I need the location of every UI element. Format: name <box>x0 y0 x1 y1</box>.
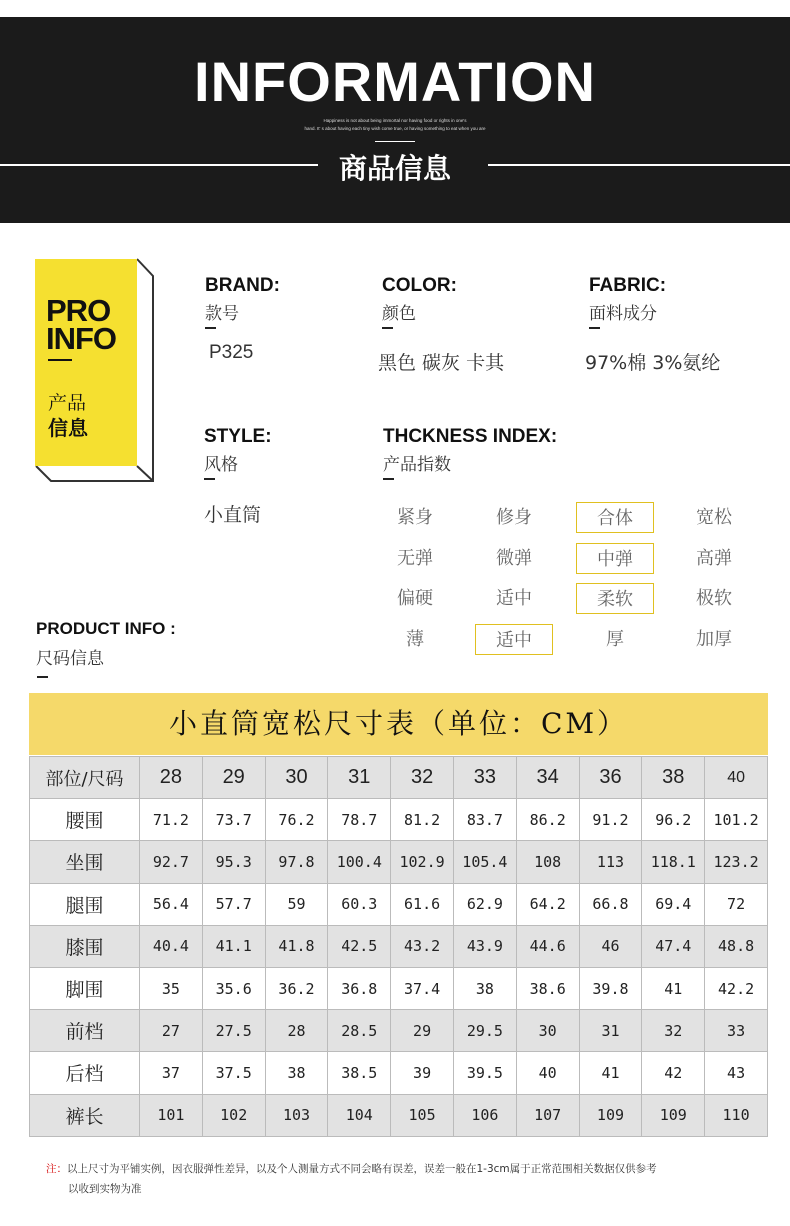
thickness-option: 修身 <box>496 507 532 528</box>
table-cell: 109 <box>579 1094 642 1136</box>
table-cell: 47.4 <box>642 925 705 967</box>
table-cell: 73.7 <box>202 799 265 841</box>
table-cell: 72 <box>705 883 768 925</box>
table-cell: 102.9 <box>391 841 454 883</box>
thickness-sub: 产品指数 <box>383 455 451 475</box>
table-cell: 103 <box>265 1094 328 1136</box>
row-label-cell: 脚围 <box>30 967 140 1009</box>
row-label-cell: 前档 <box>30 1010 140 1052</box>
table-cell: 38 <box>453 967 516 1009</box>
table-cell: 105 <box>391 1094 454 1136</box>
thickness-option: 适中 <box>496 588 532 609</box>
table-cell: 38.5 <box>328 1052 391 1094</box>
table-cell: 42.5 <box>328 925 391 967</box>
color-label: COLOR: <box>382 275 457 296</box>
table-cell: 108 <box>516 841 579 883</box>
thickness-option: 宽松 <box>696 507 732 528</box>
table-cell: 106 <box>453 1094 516 1136</box>
table-cell: 35 <box>140 967 203 1009</box>
size-header-cell: 29 <box>202 757 265 799</box>
header-tagline-2: hand. It' s about having each tiny wish come true, or having something to eat when you are <box>304 126 486 131</box>
row-label-cell: 腰围 <box>30 799 140 841</box>
header-short-divider <box>375 141 415 142</box>
brand-sub: 款号 <box>205 304 239 324</box>
size-note <box>46 1161 657 1176</box>
note-prefix: 注： <box>46 1163 67 1175</box>
fabric-sub: 面料成分 <box>589 304 657 324</box>
table-cell: 38 <box>265 1052 328 1094</box>
table-cell: 29 <box>391 1010 454 1052</box>
style-label: STYLE: <box>204 426 272 447</box>
table-cell: 66.8 <box>579 883 642 925</box>
table-cell: 43.9 <box>453 925 516 967</box>
table-row <box>30 925 768 967</box>
color-sub: 颜色 <box>382 304 416 324</box>
table-cell: 37 <box>140 1052 203 1094</box>
table-cell: 86.2 <box>516 799 579 841</box>
table-cell: 28.5 <box>328 1010 391 1052</box>
table-header-row <box>30 757 768 799</box>
thickness-option: 偏硬 <box>397 588 433 609</box>
table-cell: 28 <box>265 1010 328 1052</box>
table-cell: 101 <box>140 1094 203 1136</box>
table-cell: 76.2 <box>265 799 328 841</box>
thickness-option: 微弹 <box>496 548 532 569</box>
table-cell: 118.1 <box>642 841 705 883</box>
table-cell: 41 <box>642 967 705 1009</box>
table-cell: 36.8 <box>328 967 391 1009</box>
thickness-option: 适中 <box>475 624 553 655</box>
style-value: 小直筒 <box>204 504 262 526</box>
table-cell: 44.6 <box>516 925 579 967</box>
table-cell: 57.7 <box>202 883 265 925</box>
table-row <box>30 1052 768 1094</box>
table-row <box>30 841 768 883</box>
size-header-cell: 28 <box>140 757 203 799</box>
style-sub: 风格 <box>204 455 238 475</box>
size-header-cell: 31 <box>328 757 391 799</box>
row-label-cell: 裤长 <box>30 1094 140 1136</box>
table-cell: 40 <box>516 1052 579 1094</box>
table-cell: 61.6 <box>391 883 454 925</box>
table-cell: 42.2 <box>705 967 768 1009</box>
table-cell: 27.5 <box>202 1010 265 1052</box>
table-cell: 43.2 <box>391 925 454 967</box>
size-header-cell: 38 <box>642 757 705 799</box>
table-cell: 35.6 <box>202 967 265 1009</box>
table-cell: 113 <box>579 841 642 883</box>
table-cell: 110 <box>705 1094 768 1136</box>
note-line2: 以收到实物为准 <box>68 1183 142 1195</box>
thickness-option: 厚 <box>606 629 624 650</box>
size-header-cell: 40 <box>705 757 768 799</box>
header-title: INFORMATION <box>194 50 596 113</box>
table-cell: 38.6 <box>516 967 579 1009</box>
size-header-cell: 34 <box>516 757 579 799</box>
thickness-option: 无弹 <box>397 548 433 569</box>
table-cell: 102 <box>202 1094 265 1136</box>
table-cell: 36.2 <box>265 967 328 1009</box>
table-cell: 27 <box>140 1010 203 1052</box>
table-cell: 48.8 <box>705 925 768 967</box>
table-cell: 101.2 <box>705 799 768 841</box>
thickness-option: 柔软 <box>576 583 654 614</box>
fabric-value: 97%棉 3%氨纶 <box>585 352 721 374</box>
table-cell: 107 <box>516 1094 579 1136</box>
table-cell: 95.3 <box>202 841 265 883</box>
pro-info-cn2: 信息 <box>48 416 88 440</box>
pro-info-cn1: 产品 <box>48 392 87 414</box>
pro-info-heading <box>46 293 117 356</box>
header-banner <box>0 17 790 223</box>
table-cell: 33 <box>705 1010 768 1052</box>
table-cell: 81.2 <box>391 799 454 841</box>
table-cell: 96.2 <box>642 799 705 841</box>
table-cell: 39.8 <box>579 967 642 1009</box>
table-cell: 29.5 <box>453 1010 516 1052</box>
table-row <box>30 1010 768 1052</box>
table-cell: 31 <box>579 1010 642 1052</box>
table-cell: 78.7 <box>328 799 391 841</box>
note-line1: 以上尺寸为平铺实例，因衣服弹性差异，以及个人测量方式不同会略有误差，误差一般在1-3cm属于正常范围相关数据仅供参考 <box>67 1163 657 1175</box>
thickness-option: 中弹 <box>576 543 654 574</box>
table-cell: 69.4 <box>642 883 705 925</box>
thickness-option: 紧身 <box>397 507 433 528</box>
fabric-dash <box>589 327 600 329</box>
fabric-label: FABRIC: <box>589 275 667 296</box>
pro-info-bar <box>48 359 72 361</box>
table-cell: 92.7 <box>140 841 203 883</box>
table-cell: 123.2 <box>705 841 768 883</box>
table-cell: 100.4 <box>328 841 391 883</box>
pro-info-card <box>35 259 137 466</box>
table-cell: 64.2 <box>516 883 579 925</box>
table-corner-cell: 部位/尺码 <box>30 757 140 799</box>
table-cell: 43 <box>705 1052 768 1094</box>
table-cell: 109 <box>642 1094 705 1136</box>
table-cell: 62.9 <box>453 883 516 925</box>
brand-label: BRAND: <box>205 275 280 296</box>
size-table-title: 小直筒宽松尺寸表（单位：CM） <box>29 693 768 755</box>
pro-info-line2: INFO <box>46 321 117 356</box>
table-cell: 56.4 <box>140 883 203 925</box>
table-cell: 60.3 <box>328 883 391 925</box>
table-row <box>30 967 768 1009</box>
table-cell: 59 <box>265 883 328 925</box>
table-cell: 40.4 <box>140 925 203 967</box>
size-header-cell: 30 <box>265 757 328 799</box>
thickness-dash <box>383 478 394 480</box>
table-cell: 41.1 <box>202 925 265 967</box>
table-cell: 91.2 <box>579 799 642 841</box>
product-info-label: PRODUCT INFO : <box>36 619 176 638</box>
size-table <box>29 756 768 1137</box>
table-cell: 97.8 <box>265 841 328 883</box>
table-cell: 46 <box>579 925 642 967</box>
header-subtitle: 商品信息 <box>338 152 451 185</box>
row-label-cell: 后档 <box>30 1052 140 1094</box>
thickness-label: THCKNESS INDEX: <box>383 426 558 447</box>
table-cell: 30 <box>516 1010 579 1052</box>
table-cell: 39.5 <box>453 1052 516 1094</box>
size-header-cell: 36 <box>579 757 642 799</box>
table-cell: 105.4 <box>453 841 516 883</box>
pro-info-line1: PRO <box>46 293 111 328</box>
table-cell: 42 <box>642 1052 705 1094</box>
table-row <box>30 883 768 925</box>
table-cell: 41.8 <box>265 925 328 967</box>
style-dash <box>204 478 215 480</box>
product-info-dash <box>37 676 48 678</box>
size-header-cell: 32 <box>391 757 454 799</box>
color-value: 黑色 碳灰 卡其 <box>378 352 505 374</box>
header-tagline-1: Happiness is not about being immortal nor having food or rights in one's <box>323 118 467 123</box>
thickness-option: 极软 <box>696 588 732 609</box>
row-label-cell: 膝围 <box>30 925 140 967</box>
thickness-option: 合体 <box>576 502 654 533</box>
row-label-cell: 腿围 <box>30 883 140 925</box>
table-cell: 37.4 <box>391 967 454 1009</box>
table-cell: 39 <box>391 1052 454 1094</box>
thickness-option: 薄 <box>406 629 424 650</box>
color-dash <box>382 327 393 329</box>
table-cell: 41 <box>579 1052 642 1094</box>
brand-dash <box>205 327 216 329</box>
table-cell: 104 <box>328 1094 391 1136</box>
thickness-option: 高弹 <box>696 548 732 569</box>
table-row <box>30 1094 768 1136</box>
table-cell: 37.5 <box>202 1052 265 1094</box>
size-header-cell: 33 <box>453 757 516 799</box>
brand-value: P325 <box>209 342 254 363</box>
thickness-option: 加厚 <box>696 629 732 650</box>
table-cell: 83.7 <box>453 799 516 841</box>
table-cell: 32 <box>642 1010 705 1052</box>
product-info-sub: 尺码信息 <box>36 649 104 669</box>
row-label-cell: 坐围 <box>30 841 140 883</box>
table-cell: 71.2 <box>140 799 203 841</box>
table-row <box>30 799 768 841</box>
